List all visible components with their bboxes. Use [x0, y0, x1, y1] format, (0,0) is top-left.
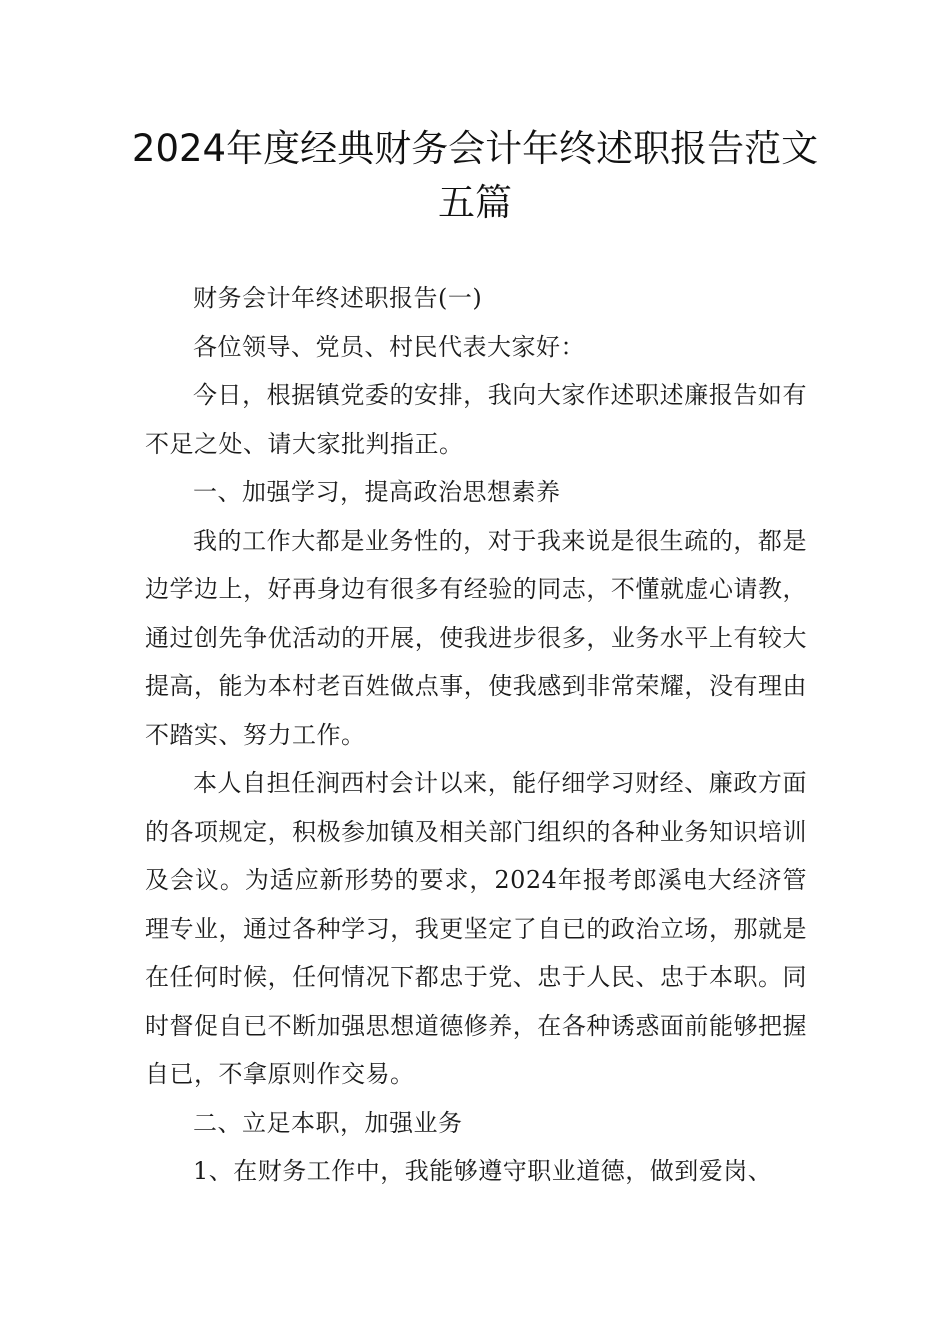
paragraph: 今日，根据镇党委的安排，我向大家作述职述廉报告如有不足之处、请大家批判指正。 [145, 381, 807, 458]
paragraph: 本人自担任涧西村会计以来，能仔细学习财经、廉政方面的各项规定，积极参加镇及相关部门组织的各种业务知识培训及会议。为适应新形势的要求，2024年报考郎溪电大经济管理专业，通过各种学习，我更坚定了自已的政治立场，那就是在任何时候，任何情况下都忠于党、忠于人民、忠于本职。同时督促自已不断加强思想道德修养，在各种诱惑面前能够把握自已，不拿原则作交易。 [145, 769, 807, 1088]
section-heading: 二、立足本职，加强业务 [193, 1108, 463, 1137]
document-title: 2024年度经典财务会计年终述职报告范文五篇 [131, 127, 819, 224]
salutation: 各位领导、党员、村民代表大家好： [193, 332, 585, 361]
paragraph: 1、在财务工作中，我能够遵守职业道德，做到爱岗、 [193, 1157, 773, 1185]
section-heading: 一、加强学习，提高政治思想素养 [193, 478, 561, 506]
document-body [145, 274, 807, 1196]
paragraph: 我的工作大都是业务性的，对于我来说是很生疏的，都是边学边上，好再身边有很多有经验的同志，不懂就虚心请教，通过创先争优活动的开展，使我进步很多，业务水平上有较大提高，能为本村老百姓做点事，使我感到非常荣耀，没有理由不踏实、努力工作。 [145, 526, 807, 749]
section-heading: 财务会计年终述职报告(一) [193, 284, 483, 312]
